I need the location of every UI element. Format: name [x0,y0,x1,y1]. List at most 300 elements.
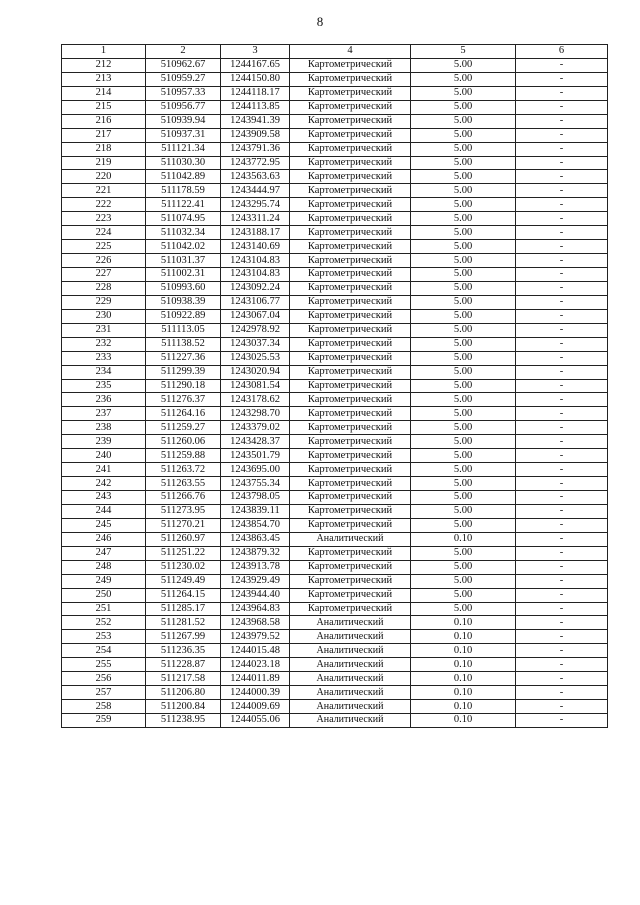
description-cell: - [516,379,608,393]
accuracy-cell: 5.00 [411,323,516,337]
y-coordinate-cell: 1243298.70 [221,407,290,421]
method-cell: Картометрический [290,72,411,86]
table-row [62,393,608,407]
accuracy-cell: 0.10 [411,672,516,686]
description-cell: - [516,323,608,337]
page-number: 8 [316,14,324,29]
table-row [62,379,608,393]
x-coordinate-cell: 511238.95 [146,714,221,728]
table-row [62,518,608,532]
table-row [62,58,608,72]
y-coordinate-cell: 1243081.54 [221,379,290,393]
x-coordinate-cell: 510938.39 [146,295,221,309]
table-row [62,574,608,588]
accuracy-cell: 0.10 [411,686,516,700]
description-cell: - [516,477,608,491]
table-row [62,72,608,86]
y-coordinate-cell: 1243501.79 [221,449,290,463]
y-coordinate-cell: 1243104.83 [221,268,290,282]
accuracy-cell: 5.00 [411,491,516,505]
header-cell-method: 4 [290,45,411,59]
point-number-cell: 259 [62,714,146,728]
description-cell: - [516,100,608,114]
method-cell: Картометрический [290,546,411,560]
method-cell: Картометрический [290,114,411,128]
accuracy-cell: 5.00 [411,449,516,463]
point-number-cell: 242 [62,477,146,491]
y-coordinate-cell: 1243772.95 [221,156,290,170]
point-number-cell: 250 [62,588,146,602]
x-coordinate-cell: 511236.35 [146,644,221,658]
accuracy-cell: 5.00 [411,281,516,295]
table-row [62,184,608,198]
accuracy-cell: 5.00 [411,240,516,254]
coordinates-table [61,44,608,728]
table-row [62,254,608,268]
point-number-cell: 227 [62,268,146,282]
x-coordinate-cell: 511281.52 [146,616,221,630]
method-cell: Картометрический [290,491,411,505]
x-coordinate-cell: 511263.72 [146,463,221,477]
accuracy-cell: 5.00 [411,574,516,588]
point-number-cell: 247 [62,546,146,560]
accuracy-cell: 5.00 [411,435,516,449]
method-cell: Картометрический [290,379,411,393]
y-coordinate-cell: 1244023.18 [221,658,290,672]
accuracy-cell: 5.00 [411,309,516,323]
y-coordinate-cell: 1243964.83 [221,602,290,616]
accuracy-cell: 5.00 [411,365,516,379]
y-coordinate-cell: 1243379.02 [221,421,290,435]
accuracy-cell: 5.00 [411,393,516,407]
y-coordinate-cell: 1244167.65 [221,58,290,72]
method-cell: Картометрический [290,435,411,449]
point-number-cell: 235 [62,379,146,393]
description-cell: - [516,658,608,672]
y-coordinate-cell: 1243178.62 [221,393,290,407]
table-row [62,337,608,351]
y-coordinate-cell: 1243944.40 [221,588,290,602]
method-cell: Картометрический [290,463,411,477]
description-cell: - [516,700,608,714]
description-cell: - [516,546,608,560]
y-coordinate-cell: 1243140.69 [221,240,290,254]
point-number-cell: 238 [62,421,146,435]
table-row [62,560,608,574]
table-row [62,114,608,128]
description-cell: - [516,574,608,588]
table-row [62,714,608,728]
header-cell-description: 6 [516,45,608,59]
x-coordinate-cell: 511042.02 [146,240,221,254]
method-cell: Аналитический [290,686,411,700]
method-cell: Картометрический [290,365,411,379]
accuracy-cell: 5.00 [411,100,516,114]
table-row [62,212,608,226]
y-coordinate-cell: 1244011.89 [221,672,290,686]
description-cell: - [516,686,608,700]
point-number-cell: 222 [62,198,146,212]
accuracy-cell: 0.10 [411,700,516,714]
point-number-cell: 213 [62,72,146,86]
description-cell: - [516,421,608,435]
x-coordinate-cell: 511285.17 [146,602,221,616]
x-coordinate-cell: 511138.52 [146,337,221,351]
method-cell: Аналитический [290,700,411,714]
y-coordinate-cell: 1243941.39 [221,114,290,128]
accuracy-cell: 5.00 [411,212,516,226]
method-cell: Картометрический [290,588,411,602]
accuracy-cell: 5.00 [411,518,516,532]
point-number-cell: 254 [62,644,146,658]
method-cell: Картометрический [290,198,411,212]
x-coordinate-cell: 511263.55 [146,477,221,491]
point-number-cell: 229 [62,295,146,309]
header-cell-x: 2 [146,45,221,59]
point-number-cell: 234 [62,365,146,379]
y-coordinate-cell: 1243909.58 [221,128,290,142]
method-cell: Картометрический [290,156,411,170]
table-row [62,630,608,644]
description-cell: - [516,672,608,686]
accuracy-cell: 0.10 [411,630,516,644]
point-number-cell: 216 [62,114,146,128]
y-coordinate-cell: 1243067.04 [221,309,290,323]
description-cell: - [516,198,608,212]
x-coordinate-cell: 511042.89 [146,170,221,184]
x-coordinate-cell: 511264.15 [146,588,221,602]
method-cell: Картометрический [290,309,411,323]
header-row [62,45,608,59]
method-cell: Аналитический [290,616,411,630]
y-coordinate-cell: 1244113.85 [221,100,290,114]
table-row [62,644,608,658]
table-row [62,435,608,449]
point-number-cell: 230 [62,309,146,323]
method-cell: Аналитический [290,658,411,672]
accuracy-cell: 5.00 [411,337,516,351]
y-coordinate-cell: 1243854.70 [221,518,290,532]
method-cell: Аналитический [290,532,411,546]
method-cell: Картометрический [290,337,411,351]
method-cell: Картометрический [290,58,411,72]
method-cell: Картометрический [290,142,411,156]
x-coordinate-cell: 511264.16 [146,407,221,421]
description-cell: - [516,226,608,240]
y-coordinate-cell: 1243968.58 [221,616,290,630]
table-row [62,156,608,170]
table-row [62,616,608,630]
y-coordinate-cell: 1244118.17 [221,86,290,100]
y-coordinate-cell: 1243929.49 [221,574,290,588]
x-coordinate-cell: 511260.06 [146,435,221,449]
description-cell: - [516,602,608,616]
accuracy-cell: 5.00 [411,295,516,309]
point-number-cell: 251 [62,602,146,616]
description-cell: - [516,337,608,351]
x-coordinate-cell: 511273.95 [146,504,221,518]
point-number-cell: 217 [62,128,146,142]
point-number-cell: 236 [62,393,146,407]
x-coordinate-cell: 511259.88 [146,449,221,463]
description-cell: - [516,630,608,644]
point-number-cell: 224 [62,226,146,240]
description-cell: - [516,644,608,658]
accuracy-cell: 5.00 [411,379,516,393]
method-cell: Картометрический [290,602,411,616]
method-cell: Картометрический [290,393,411,407]
accuracy-cell: 5.00 [411,184,516,198]
description-cell: - [516,212,608,226]
accuracy-cell: 5.00 [411,72,516,86]
table-row [62,477,608,491]
table-row [62,491,608,505]
table-row [62,421,608,435]
point-number-cell: 215 [62,100,146,114]
description-cell: - [516,309,608,323]
x-coordinate-cell: 511217.58 [146,672,221,686]
table-row [62,268,608,282]
x-coordinate-cell: 511122.41 [146,198,221,212]
method-cell: Аналитический [290,644,411,658]
accuracy-cell: 5.00 [411,560,516,574]
y-coordinate-cell: 1243428.37 [221,435,290,449]
x-coordinate-cell: 510939.94 [146,114,221,128]
accuracy-cell: 5.00 [411,504,516,518]
description-cell: - [516,156,608,170]
y-coordinate-cell: 1243025.53 [221,351,290,365]
method-cell: Картометрический [290,212,411,226]
header-cell-point-number: 1 [62,45,146,59]
accuracy-cell: 5.00 [411,407,516,421]
x-coordinate-cell: 511260.97 [146,532,221,546]
point-number-cell: 246 [62,532,146,546]
table-row [62,309,608,323]
method-cell: Картометрический [290,226,411,240]
y-coordinate-cell: 1244009.69 [221,700,290,714]
method-cell: Картометрический [290,281,411,295]
accuracy-cell: 5.00 [411,477,516,491]
y-coordinate-cell: 1243863.45 [221,532,290,546]
method-cell: Картометрический [290,407,411,421]
point-number-cell: 257 [62,686,146,700]
x-coordinate-cell: 511032.34 [146,226,221,240]
accuracy-cell: 0.10 [411,532,516,546]
accuracy-cell: 5.00 [411,351,516,365]
x-coordinate-cell: 511002.31 [146,268,221,282]
point-number-cell: 239 [62,435,146,449]
y-coordinate-cell: 1243037.34 [221,337,290,351]
y-coordinate-cell: 1243104.83 [221,254,290,268]
accuracy-cell: 5.00 [411,142,516,156]
description-cell: - [516,142,608,156]
x-coordinate-cell: 511259.27 [146,421,221,435]
point-number-cell: 243 [62,491,146,505]
method-cell: Картометрический [290,295,411,309]
point-number-cell: 232 [62,337,146,351]
point-number-cell: 241 [62,463,146,477]
y-coordinate-cell: 1243879.32 [221,546,290,560]
table-row [62,365,608,379]
point-number-cell: 237 [62,407,146,421]
method-cell: Аналитический [290,630,411,644]
description-cell: - [516,114,608,128]
description-cell: - [516,72,608,86]
description-cell: - [516,588,608,602]
y-coordinate-cell: 1243913.78 [221,560,290,574]
x-coordinate-cell: 511030.30 [146,156,221,170]
table-row [62,672,608,686]
table-row [62,226,608,240]
accuracy-cell: 5.00 [411,128,516,142]
point-number-cell: 248 [62,560,146,574]
method-cell: Аналитический [290,714,411,728]
x-coordinate-cell: 511267.99 [146,630,221,644]
point-number-cell: 221 [62,184,146,198]
table-row [62,323,608,337]
table-row [62,351,608,365]
point-number-cell: 233 [62,351,146,365]
point-number-cell: 240 [62,449,146,463]
method-cell: Картометрический [290,504,411,518]
point-number-cell: 255 [62,658,146,672]
point-number-cell: 219 [62,156,146,170]
table-row [62,588,608,602]
accuracy-cell: 0.10 [411,714,516,728]
description-cell: - [516,435,608,449]
table-row [62,449,608,463]
x-coordinate-cell: 511178.59 [146,184,221,198]
table-row [62,546,608,560]
table-row [62,602,608,616]
point-number-cell: 253 [62,630,146,644]
x-coordinate-cell: 511200.84 [146,700,221,714]
method-cell: Аналитический [290,672,411,686]
description-cell: - [516,365,608,379]
y-coordinate-cell: 1243563.63 [221,170,290,184]
table-body [62,58,608,727]
description-cell: - [516,240,608,254]
header-cell-y: 3 [221,45,290,59]
x-coordinate-cell: 510957.33 [146,86,221,100]
table-row [62,463,608,477]
table-row [62,100,608,114]
method-cell: Картометрический [290,240,411,254]
y-coordinate-cell: 1244055.06 [221,714,290,728]
point-number-cell: 249 [62,574,146,588]
description-cell: - [516,504,608,518]
method-cell: Картометрический [290,170,411,184]
description-cell: - [516,254,608,268]
x-coordinate-cell: 510922.89 [146,309,221,323]
y-coordinate-cell: 1243092.24 [221,281,290,295]
table-row [62,170,608,184]
description-cell: - [516,532,608,546]
accuracy-cell: 5.00 [411,156,516,170]
table-row [62,142,608,156]
point-number-cell: 225 [62,240,146,254]
description-cell: - [516,281,608,295]
y-coordinate-cell: 1244000.39 [221,686,290,700]
x-coordinate-cell: 511276.37 [146,393,221,407]
point-number-cell: 228 [62,281,146,295]
accuracy-cell: 0.10 [411,616,516,630]
method-cell: Картометрический [290,518,411,532]
header-cell-accuracy: 5 [411,45,516,59]
accuracy-cell: 5.00 [411,546,516,560]
y-coordinate-cell: 1243188.17 [221,226,290,240]
x-coordinate-cell: 511230.02 [146,560,221,574]
method-cell: Картометрический [290,449,411,463]
table-row [62,504,608,518]
accuracy-cell: 5.00 [411,226,516,240]
table-row [62,281,608,295]
x-coordinate-cell: 511251.22 [146,546,221,560]
accuracy-cell: 5.00 [411,58,516,72]
accuracy-cell: 0.10 [411,644,516,658]
point-number-cell: 256 [62,672,146,686]
accuracy-cell: 5.00 [411,421,516,435]
y-coordinate-cell: 1243106.77 [221,295,290,309]
accuracy-cell: 5.00 [411,254,516,268]
description-cell: - [516,351,608,365]
point-number-cell: 218 [62,142,146,156]
method-cell: Картометрический [290,574,411,588]
point-number-cell: 223 [62,212,146,226]
description-cell: - [516,170,608,184]
method-cell: Картометрический [290,477,411,491]
x-coordinate-cell: 510937.31 [146,128,221,142]
x-coordinate-cell: 510956.77 [146,100,221,114]
table-row [62,407,608,421]
table-row [62,86,608,100]
y-coordinate-cell: 1243020.94 [221,365,290,379]
method-cell: Картометрический [290,100,411,114]
description-cell: - [516,560,608,574]
description-cell: - [516,407,608,421]
method-cell: Картометрический [290,184,411,198]
x-coordinate-cell: 511121.34 [146,142,221,156]
method-cell: Картометрический [290,351,411,365]
x-coordinate-cell: 511249.49 [146,574,221,588]
accuracy-cell: 5.00 [411,602,516,616]
x-coordinate-cell: 511227.36 [146,351,221,365]
y-coordinate-cell: 1243791.36 [221,142,290,156]
method-cell: Картометрический [290,86,411,100]
accuracy-cell: 5.00 [411,198,516,212]
y-coordinate-cell: 1243979.52 [221,630,290,644]
point-number-cell: 252 [62,616,146,630]
method-cell: Картометрический [290,560,411,574]
description-cell: - [516,714,608,728]
point-number-cell: 214 [62,86,146,100]
point-number-cell: 244 [62,504,146,518]
y-coordinate-cell: 1243295.74 [221,198,290,212]
y-coordinate-cell: 1244150.80 [221,72,290,86]
description-cell: - [516,86,608,100]
y-coordinate-cell: 1243839.11 [221,504,290,518]
description-cell: - [516,295,608,309]
accuracy-cell: 5.00 [411,463,516,477]
table-row [62,128,608,142]
point-number-cell: 231 [62,323,146,337]
method-cell: Картометрический [290,268,411,282]
y-coordinate-cell: 1244015.48 [221,644,290,658]
y-coordinate-cell: 1243755.34 [221,477,290,491]
table-row [62,658,608,672]
method-cell: Картометрический [290,128,411,142]
x-coordinate-cell: 511270.21 [146,518,221,532]
